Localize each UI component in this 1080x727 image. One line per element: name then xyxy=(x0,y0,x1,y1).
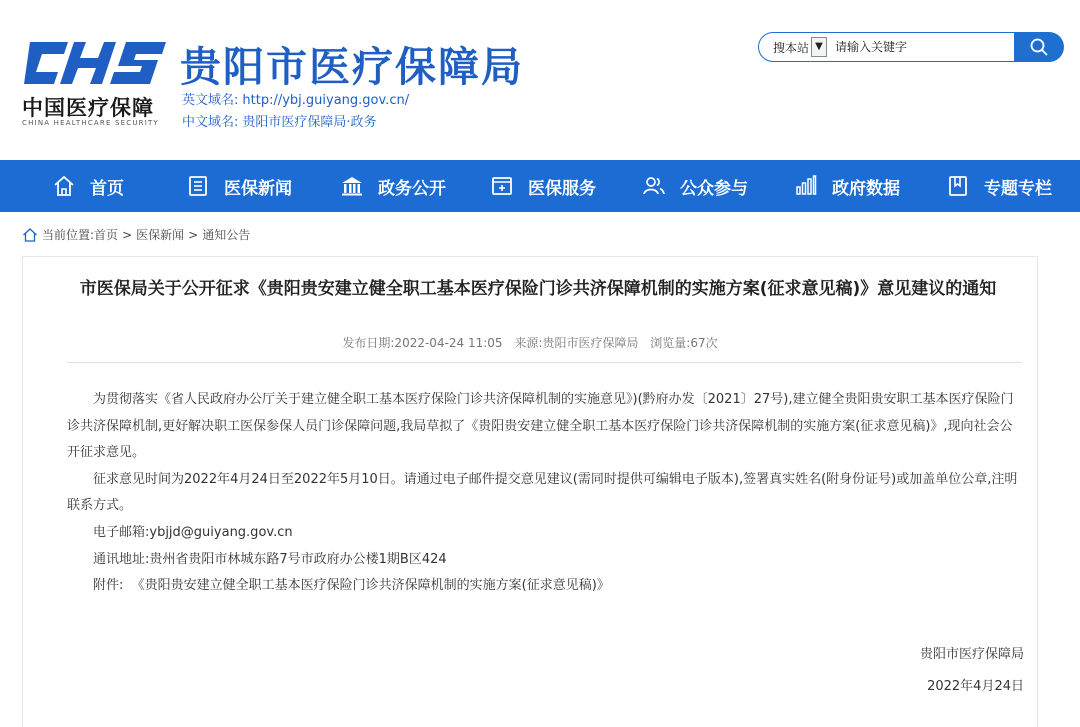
nav-label: 首页 xyxy=(90,178,124,199)
breadcrumb-link-notices[interactable]: 通知公告 xyxy=(202,228,251,242)
search-icon xyxy=(1030,38,1048,56)
breadcrumb-link-home[interactable]: 首页 xyxy=(94,228,119,242)
article-panel xyxy=(22,256,1038,727)
nav-item-home[interactable] xyxy=(52,160,124,212)
home-icon xyxy=(22,227,38,243)
article-body xyxy=(67,387,1022,600)
search-scope-select[interactable]: 搜本站 xyxy=(773,41,810,55)
chart-icon xyxy=(794,174,818,198)
search-bar xyxy=(758,32,1064,62)
nav-label: 医保服务 xyxy=(528,178,596,199)
nav-item-data[interactable] xyxy=(794,160,900,212)
site-header xyxy=(0,0,1080,160)
people-icon xyxy=(642,174,666,198)
nav-label: 专题专栏 xyxy=(984,178,1052,199)
chevron-down-icon[interactable]: ▼ xyxy=(811,37,827,57)
divider xyxy=(67,362,1022,363)
government-icon xyxy=(340,174,364,198)
email-line: 电子邮箱:ybjjd@guiyang.gov.cn xyxy=(93,524,293,540)
breadcrumb-link-news[interactable]: 医保新闻 xyxy=(136,228,185,242)
breadcrumb-separator: > xyxy=(188,227,199,242)
news-icon xyxy=(186,174,210,198)
home-icon xyxy=(52,174,76,198)
publish-date: 发布日期:2022-04-24 11:05 xyxy=(342,336,503,350)
nav-item-news[interactable] xyxy=(186,160,292,212)
site-title[interactable]: 贵阳市医疗保障局 xyxy=(180,43,524,91)
article-meta xyxy=(23,334,1037,351)
logo-chinese-text: 中国医疗保障 xyxy=(22,96,154,120)
nav-label: 公众参与 xyxy=(680,178,748,199)
english-domain xyxy=(182,89,409,108)
english-domain-label: 英文域名: xyxy=(182,93,239,108)
view-count: 浏览量:67次 xyxy=(650,336,718,350)
address-line: 通讯地址:贵州省贵阳市林城东路7号市政府办公楼1期B区424 xyxy=(93,551,447,567)
service-icon xyxy=(490,174,514,198)
book-icon xyxy=(946,174,970,198)
breadcrumb-prefix: 当前位置: xyxy=(42,228,95,242)
attachment-label: 附件: xyxy=(93,578,124,594)
paragraph: 为贯彻落实《省人民政府办公厅关于建立健全职工基本医疗保险门诊共济保障机制的实施意见》)(黔府办发〔2021〕27号),建立健全贵阳贵安职工基本医疗保险门诊共济保障机制,更好解决职工医保参保人员门诊保障问题,我局草拟了《贵阳贵安建立健全职工基本医疗保险门诊共济保障机制的实施方案(征求意见稿)》,现向社会公开征求意见。 xyxy=(67,392,1014,461)
chinese-domain xyxy=(182,111,377,130)
nav-label: 政务公开 xyxy=(378,178,446,199)
nav-item-participation[interactable] xyxy=(642,160,748,212)
main-nav xyxy=(0,160,1080,212)
signature-date: 2022年4月24日 xyxy=(927,679,1024,694)
nav-label: 政府数据 xyxy=(832,178,900,199)
signature-org: 贵阳市医疗保障局 xyxy=(919,647,1024,662)
chinese-domain-label: 中文域名: xyxy=(182,115,239,130)
search-button[interactable] xyxy=(1014,32,1064,62)
nav-label: 医保新闻 xyxy=(224,178,292,199)
breadcrumb xyxy=(22,226,250,243)
paragraph: 征求意见时间为2022年4月24日至2022年5月10日。请通过电子邮件提交意见建议(需同时提供可编辑电子版本),签署真实姓名(附身份证号)或加盖单位公章,注明联系方式。 xyxy=(67,471,1018,514)
english-domain-link[interactable]: http://ybj.guiyang.gov.cn/ xyxy=(242,93,410,108)
attachment-line xyxy=(67,573,1022,600)
chinese-domain-link[interactable]: 贵阳市医疗保障局·政务 xyxy=(242,115,377,130)
attachment-link[interactable]: 《贵阳贵安建立健全职工基本医疗保险门诊共济保障机制的实施方案(征求意见稿)》 xyxy=(131,578,610,594)
breadcrumb-separator: > xyxy=(122,227,133,242)
logo-english-text: CHINA HEALTHCARE SECURITY xyxy=(22,119,159,127)
nav-item-government[interactable] xyxy=(340,160,446,212)
chs-logo-icon[interactable] xyxy=(22,38,168,86)
nav-item-service[interactable] xyxy=(490,160,596,212)
article-title: 市医保局关于公开征求《贵阳贵安建立健全职工基本医疗保险门诊共济保障机制的实施方案(征求意见稿)》意见建议的通知 xyxy=(79,279,997,299)
search-input[interactable] xyxy=(833,37,1005,57)
nav-item-special[interactable] xyxy=(946,160,1052,212)
article-source: 来源:贵阳市医疗保障局 xyxy=(514,336,639,350)
search-box xyxy=(758,32,1015,62)
